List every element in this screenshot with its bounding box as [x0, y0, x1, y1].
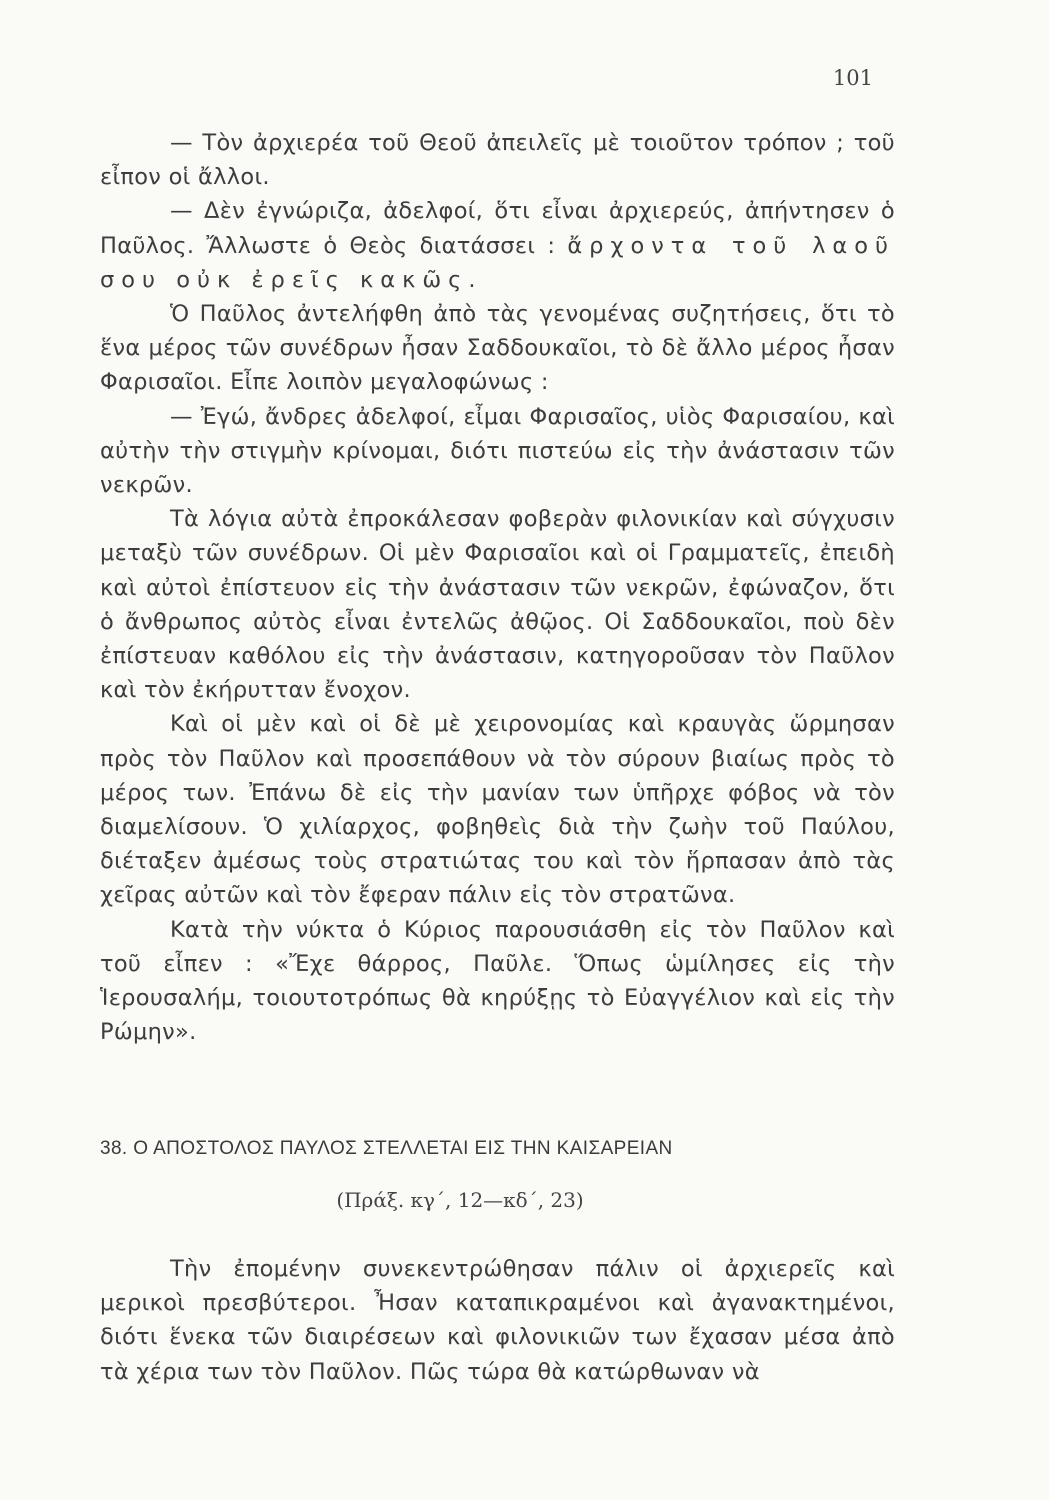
paragraph: Κατὰ τὴν νύκτα ὁ Κύριος παρουσιάσθη εἰς τὸν Παῦλον καὶ τοῦ εἶπεν : «Ἔχε θάρρος, Παῦλε. Ὅπως ὡμίλησες εἰς τὴν Ἱερουσαλήμ, τοιουτοτρόπως θὰ κηρύξῃς τὸ Εὐαγγέλιον καὶ εἰς τὴν Ρώμην».: [100, 916, 895, 1046]
paragraph: — Τὸν ἀρχιερέα τοῦ Θεοῦ ἀπειλεῖς μὲ τοιοῦτον τρόπον ; τοῦ εἶπον οἱ ἄλλοι.: [100, 130, 895, 191]
paragraph: Τὴν ἐπομένην συνεκεντρώθησαν πάλιν οἱ ἀρχιερεῖς καὶ μερικοὶ πρεσβύτεροι. Ἦσαν καταπικραμένοι καὶ ἀγανακτημένοι, διότι ἕνεκα τῶν διαιρέσεων καὶ φιλονικιῶν των ἔχασαν μέσα ἀπὸ τὰ χέρια των τὸν Παῦλον. Πῶς τώρα θὰ κατώρθωναν νὰ: [100, 1256, 895, 1385]
paragraph: Καὶ οἱ μὲν καὶ οἱ δὲ μὲ χειρονομίας καὶ κραυγὰς ὥρμησαν πρὸς τὸν Παῦλον καὶ προσεπάθουν νὰ τὸν σύρουν βιαίως πρὸς τὸ μέρος των. Ἐπάνω δὲ εἰς τὴν μανίαν των ὑπῆρχε φόβος νὰ τὸν διαμελίσουν. Ὁ χιλίαρχος, φοβηθεὶς διὰ τὴν ζωὴν τοῦ Παύλου, διέταξεν ἀμέσως τοὺς στρατιώτας του καὶ τὸν ἥρπασαν ἀπὸ τὰς χεῖρας αὐτῶν καὶ τὸν ἔφεραν πάλιν εἰς τὸν στρατῶνα.: [100, 711, 895, 909]
paragraph: Ὁ Παῦλος ἀντελήφθη ἀπὸ τὰς γενομένας συζητήσεις, ὅτι τὸ ἕνα μέρος τῶν συνέδρων ἦσαν Σαδδουκαῖοι, τὸ δὲ ἄλλο μέρος ἦσαν Φαρισαῖοι. Εἶπε λοιπὸν μεγαλοφώνως :: [100, 301, 895, 396]
paragraph-with-quote: [100, 194, 895, 297]
page-number: 101: [832, 66, 873, 90]
chapter-body-text: [100, 1252, 895, 1389]
chapter-reference: (Πράξ. κγ΄, 12—κδ΄, 23): [336, 1188, 584, 1212]
chapter-heading: 38. Ο ΑΠΟΣΤΟΛΟΣ ΠΑΥΛΟΣ ΣΤΕΛΛΕΤΑΙ ΕΙΣ ΤΗΝ ΚΑΙΣΑΡΕΙΑΝ: [100, 1138, 673, 1159]
paragraph: Τὰ λόγια αὐτὰ ἐπροκάλεσαν φοβερὰν φιλονικίαν καὶ σύγχυσιν μεταξὺ τῶν συνέδρων. Οἱ μὲν Φαρισαῖοι καὶ οἱ Γραμματεῖς, ἐπειδὴ καὶ αὐτοὶ ἐπίστευον εἰς τὴν ἀνάστασιν τῶν νεκρῶν, ἐφώναζον, ὅτι ὁ ἄνθρωπος αὐτὸς εἶναι ἐντελῶς ἀθῷος. Οἱ Σαδδουκαῖοι, ποὺ δὲν ἐπίστευαν καθόλου εἰς τὴν ἀνάστασιν, κατηγοροῦσαν τὸν Παῦλον καὶ τὸν ἐκήρυτταν ἔνοχον.: [100, 506, 895, 704]
body-text: [100, 126, 895, 1049]
spaced-quote: ἄρχοντα τοῦ λαοῦ σου οὐκ ἐρεῖς κακῶς.: [100, 232, 896, 293]
paragraph: — Ἐγώ, ἄνδρες ἀδελφοί, εἶμαι Φαρισαῖος, υἱὸς Φαρισαίου, καὶ αὐτὴν τὴν στιγμὴν κρίνομαι, διότι πιστεύω εἰς τὴν ἀνάστασιν τῶν νεκρῶν.: [100, 403, 895, 499]
paragraph-text: — Δὲν ἐγνώριζα, ἀδελφοί, ὅτι εἶναι ἀρχιερεύς, ἀπήντησεν ὁ Παῦλος. Ἄλλωστε ὁ Θεὸς διατάσσει :: [100, 198, 895, 259]
